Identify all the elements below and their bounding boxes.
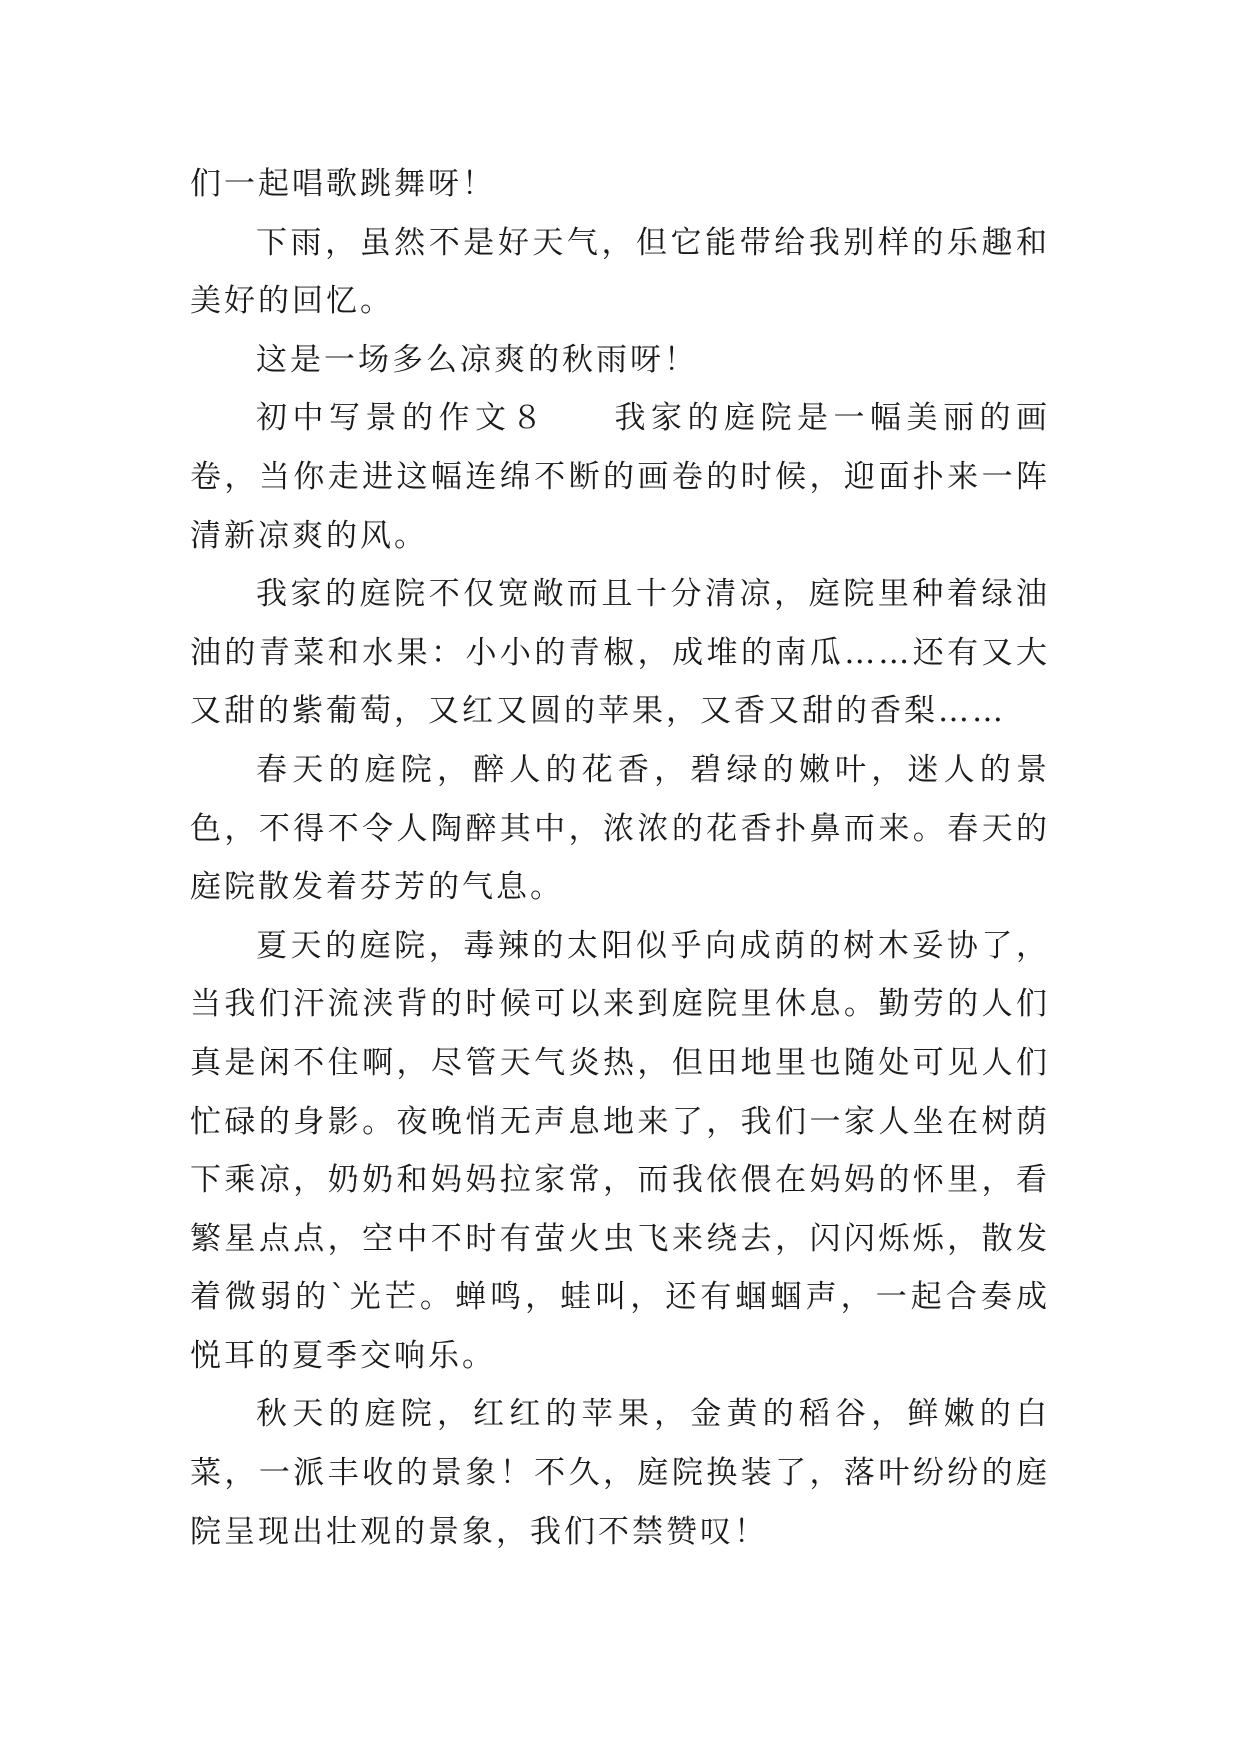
- document-body: [190, 155, 1050, 1561]
- paragraph: 春天的庭院，醉人的花香，碧绿的嫩叶，迷人的景色，不得不令人陶醉其中，浓浓的花香扑鼻而来。春天的庭院散发着芬芳的气息。: [190, 751, 1050, 906]
- paragraph: 下雨，虽然不是好天气，但它能带给我别样的乐趣和美好的回忆。: [190, 224, 1050, 320]
- paragraph-text: 我家的庭院是一幅美丽的画卷，当你走进这幅连绵不断的画卷的时候，迎面扑来一阵清新凉爽的风。: [190, 400, 1050, 554]
- essay-heading: 初中写景的作文８: [256, 400, 548, 437]
- paragraph: 这是一场多么凉爽的秋雨呀！: [256, 341, 698, 378]
- paragraph: 我家的庭院不仅宽敞而且十分清凉，庭院里种着绿油油的青菜和水果：小小的青椒，成堆的南瓜……还有又大又甜的紫葡萄，又红又圆的苹果，又香又甜的香梨……: [190, 576, 1050, 730]
- paragraph: 夏天的庭院，毒辣的太阳似乎向成荫的树木妥协了，当我们汗流浃背的时候可以来到庭院里休息。勤劳的人们真是闲不住啊，尽管天气炎热，但田地里也随处可见人们忙碌的身影。夜晚悄无声息地来了，我们一家人坐在树荫下乘凉，奶奶和妈妈拉家常，而我依偎在妈妈的怀里，看繁星点点，空中不时有萤火虫飞来绕去，闪闪烁烁，散发着微弱的`光芒。蝉鸣，蛙叫，还有蝈蝈声，一起合奏成悦耳的夏季交响乐。: [190, 927, 1050, 1374]
- paragraph: 秋天的庭院，红红的苹果，金黄的稻谷，鲜嫩的白菜，一派丰收的景象！不久，庭院换装了，落叶纷纷的庭院呈现出壮观的景象，我们不禁赞叹！: [190, 1396, 1050, 1550]
- paragraph: 们一起唱歌跳舞呀！: [190, 166, 496, 202]
- paragraph-with-heading: [190, 389, 1050, 565]
